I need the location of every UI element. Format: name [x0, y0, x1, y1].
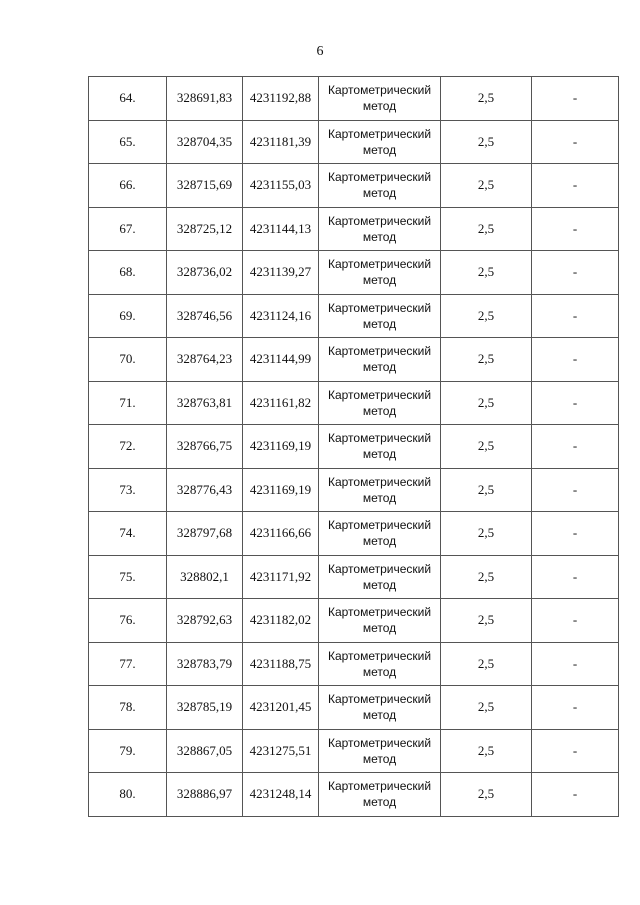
point-number-cell: 80. — [89, 773, 167, 817]
description-cell: - — [532, 164, 619, 208]
description-cell: - — [532, 686, 619, 730]
point-number-cell: 75. — [89, 555, 167, 599]
description-cell: - — [532, 729, 619, 773]
coordinate-y-cell: 4231155,03 — [243, 164, 319, 208]
method-cell: Картометрический метод — [319, 164, 441, 208]
point-number-cell: 64. — [89, 77, 167, 121]
method-cell: Картометрический метод — [319, 686, 441, 730]
table-row — [89, 773, 619, 817]
accuracy-cell: 2,5 — [441, 512, 532, 556]
point-number-cell: 77. — [89, 642, 167, 686]
coordinate-x-cell: 328764,23 — [167, 338, 243, 382]
description-cell: - — [532, 642, 619, 686]
coordinate-y-cell: 4231166,66 — [243, 512, 319, 556]
accuracy-cell: 2,5 — [441, 294, 532, 338]
coordinate-y-cell: 4231124,16 — [243, 294, 319, 338]
coordinate-y-cell: 4231144,99 — [243, 338, 319, 382]
accuracy-cell: 2,5 — [441, 773, 532, 817]
description-cell: - — [532, 773, 619, 817]
description-cell: - — [532, 599, 619, 643]
accuracy-cell: 2,5 — [441, 207, 532, 251]
coordinate-x-cell: 328797,68 — [167, 512, 243, 556]
coordinate-y-cell: 4231248,14 — [243, 773, 319, 817]
point-number-cell: 79. — [89, 729, 167, 773]
coordinate-x-cell: 328715,69 — [167, 164, 243, 208]
table-row — [89, 686, 619, 730]
method-cell: Картометрический метод — [319, 425, 441, 469]
accuracy-cell: 2,5 — [441, 381, 532, 425]
coordinate-x-cell: 328783,79 — [167, 642, 243, 686]
accuracy-cell: 2,5 — [441, 164, 532, 208]
table-row — [89, 207, 619, 251]
table-row — [89, 251, 619, 295]
table-row — [89, 729, 619, 773]
point-number-cell: 73. — [89, 468, 167, 512]
table-row — [89, 425, 619, 469]
point-number-cell: 67. — [89, 207, 167, 251]
table-row — [89, 555, 619, 599]
description-cell: - — [532, 294, 619, 338]
accuracy-cell: 2,5 — [441, 120, 532, 164]
accuracy-cell: 2,5 — [441, 642, 532, 686]
table-row — [89, 468, 619, 512]
accuracy-cell: 2,5 — [441, 251, 532, 295]
coordinate-y-cell: 4231161,82 — [243, 381, 319, 425]
method-cell: Картометрический метод — [319, 642, 441, 686]
point-number-cell: 69. — [89, 294, 167, 338]
table-row — [89, 120, 619, 164]
coordinate-y-cell: 4231192,88 — [243, 77, 319, 121]
coordinate-y-cell: 4231169,19 — [243, 425, 319, 469]
table-row — [89, 599, 619, 643]
table-row — [89, 381, 619, 425]
method-cell: Картометрический метод — [319, 120, 441, 164]
coordinate-y-cell: 4231144,13 — [243, 207, 319, 251]
point-number-cell: 68. — [89, 251, 167, 295]
coordinate-x-cell: 328691,83 — [167, 77, 243, 121]
point-number-cell: 71. — [89, 381, 167, 425]
description-cell: - — [532, 207, 619, 251]
accuracy-cell: 2,5 — [441, 686, 532, 730]
coordinate-x-cell: 328725,12 — [167, 207, 243, 251]
coordinate-x-cell: 328785,19 — [167, 686, 243, 730]
method-cell: Картометрический метод — [319, 381, 441, 425]
method-cell: Картометрический метод — [319, 773, 441, 817]
accuracy-cell: 2,5 — [441, 599, 532, 643]
point-number-cell: 70. — [89, 338, 167, 382]
table-row — [89, 338, 619, 382]
coordinate-y-cell: 4231171,92 — [243, 555, 319, 599]
method-cell: Картометрический метод — [319, 468, 441, 512]
method-cell: Картометрический метод — [319, 599, 441, 643]
coordinate-y-cell: 4231275,51 — [243, 729, 319, 773]
table-row — [89, 294, 619, 338]
coordinate-x-cell: 328766,75 — [167, 425, 243, 469]
description-cell: - — [532, 555, 619, 599]
table-row — [89, 164, 619, 208]
point-number-cell: 74. — [89, 512, 167, 556]
accuracy-cell: 2,5 — [441, 338, 532, 382]
coordinate-y-cell: 4231188,75 — [243, 642, 319, 686]
accuracy-cell: 2,5 — [441, 555, 532, 599]
coordinate-y-cell: 4231181,39 — [243, 120, 319, 164]
description-cell: - — [532, 512, 619, 556]
accuracy-cell: 2,5 — [441, 468, 532, 512]
table-row — [89, 512, 619, 556]
coordinate-y-cell: 4231169,19 — [243, 468, 319, 512]
coordinate-x-cell: 328763,81 — [167, 381, 243, 425]
description-cell: - — [532, 77, 619, 121]
coordinate-x-cell: 328802,1 — [167, 555, 243, 599]
method-cell: Картометрический метод — [319, 729, 441, 773]
method-cell: Картометрический метод — [319, 207, 441, 251]
point-number-cell: 76. — [89, 599, 167, 643]
coordinate-x-cell: 328867,05 — [167, 729, 243, 773]
accuracy-cell: 2,5 — [441, 729, 532, 773]
description-cell: - — [532, 425, 619, 469]
method-cell: Картометрический метод — [319, 251, 441, 295]
coordinate-y-cell: 4231139,27 — [243, 251, 319, 295]
description-cell: - — [532, 338, 619, 382]
accuracy-cell: 2,5 — [441, 77, 532, 121]
table-row — [89, 642, 619, 686]
method-cell: Картометрический метод — [319, 338, 441, 382]
coordinate-x-cell: 328704,35 — [167, 120, 243, 164]
coordinate-x-cell: 328776,43 — [167, 468, 243, 512]
description-cell: - — [532, 381, 619, 425]
description-cell: - — [532, 251, 619, 295]
point-number-cell: 72. — [89, 425, 167, 469]
coordinate-x-cell: 328792,63 — [167, 599, 243, 643]
description-cell: - — [532, 468, 619, 512]
coordinate-x-cell: 328746,56 — [167, 294, 243, 338]
method-cell: Картометрический метод — [319, 294, 441, 338]
method-cell: Картометрический метод — [319, 77, 441, 121]
coordinate-y-cell: 4231201,45 — [243, 686, 319, 730]
page-number: 6 — [316, 44, 324, 59]
coordinate-x-cell: 328886,97 — [167, 773, 243, 817]
point-number-cell: 65. — [89, 120, 167, 164]
method-cell: Картометрический метод — [319, 555, 441, 599]
coordinates-table — [88, 76, 619, 817]
coordinate-y-cell: 4231182,02 — [243, 599, 319, 643]
description-cell: - — [532, 120, 619, 164]
point-number-cell: 78. — [89, 686, 167, 730]
accuracy-cell: 2,5 — [441, 425, 532, 469]
coordinates-table-body — [89, 77, 619, 817]
table-row — [89, 77, 619, 121]
coordinate-x-cell: 328736,02 — [167, 251, 243, 295]
method-cell: Картометрический метод — [319, 512, 441, 556]
point-number-cell: 66. — [89, 164, 167, 208]
